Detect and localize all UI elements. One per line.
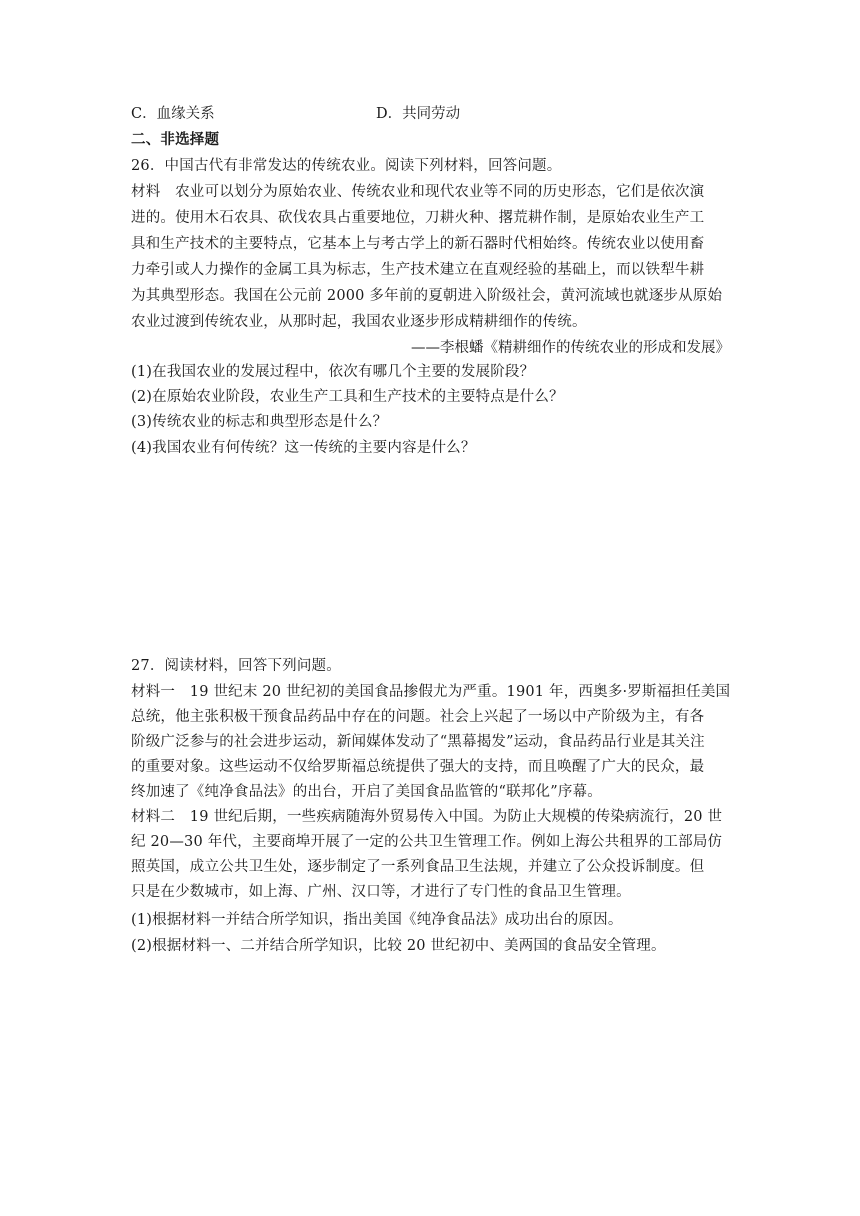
q26-question-3: (3)传统农业的标志和典型形态是什么？ [131, 414, 388, 430]
q27-material-line: 终加速了《纯净食品法》的出台，开启了美国食品监管的“联邦化”序幕。 [131, 784, 602, 800]
q26-material-line: 农业过渡到传统农业，从那时起，我国农业逐步形成精耕细作的传统。 [131, 314, 587, 330]
q27-question-1: (1)根据材料一并结合所学知识，指出美国《纯净食品法》成功出台的原因。 [131, 912, 623, 928]
q27-question-2: (2)根据材料一、二并结合所学知识，比较 20 世纪初中、美两国的食品安全管理。 [131, 938, 666, 954]
q27-material-line: 照英国，成立公共卫生处，逐步制定了一系列食品卫生法规，并建立了公众投诉制度。但 [131, 859, 705, 875]
q27-stem: 27．阅读材料，回答下列问题。 [131, 658, 341, 674]
option-d: D．共同劳动 [376, 106, 461, 122]
q27-material-line: 只是在少数城市，如上海、广州、汉口等，才进行了专门性的食品卫生管理。 [131, 884, 631, 900]
option-c: C．血缘关系 [131, 106, 215, 122]
q27-material-line: 纪 20—30 年代，主要商埠开展了一定的公共卫生管理工作。例如上海公共租界的工部局仿 [131, 834, 723, 850]
q27-material-line: 总统，他主张积极干预食品药品中存在的问题。社会上兴起了一场以中产阶级为主，有各 [131, 709, 705, 725]
q26-attribution: ——李根蟠《精耕细作的传统农业的形成和发展》 [411, 340, 730, 356]
q27-material-line: 的重要对象。这些运动不仅给罗斯福总统提供了强大的支持，而且唤醒了广大的民众，最 [131, 759, 705, 775]
q26-material-line: 为其典型形态。我国在公元前 2000 多年前的夏朝进入阶级社会，黄河流域也就逐步从原始 [131, 288, 723, 304]
q27-material-line: 材料二 19 世纪后期，一些疾病随海外贸易传入中国。为防止大规模的传染病流行，20 世 [131, 809, 723, 825]
q27-material-line: 材料一 19 世纪末 20 世纪初的美国食品掺假尤为严重。1901 年，西奥多·罗斯福担任美国 [131, 684, 731, 700]
q26-stem: 26．中国古代有非常发达的传统农业。阅读下列材料，回答问题。 [131, 158, 562, 174]
q26-question-1: (1)在我国农业的发展过程中，依次有哪几个主要的发展阶段？ [131, 364, 535, 380]
q27-material-line: 阶级广泛参与的社会进步运动，新闻媒体发动了“黑幕揭发”运动，食品药品行业是其关注 [131, 734, 705, 750]
section-heading: 二、非选择题 [131, 131, 220, 148]
q26-material-line: 力牵引或人力操作的金属工具为标志，生产技术建立在直观经验的基础上，而以铁犁牛耕 [131, 262, 705, 278]
q26-material-line: 具和生产技术的主要特点，它基本上与考古学上的新石器时代相始终。传统农业以使用畜 [131, 236, 705, 252]
q26-question-4: (4)我国农业有何传统？这一传统的主要内容是什么？ [131, 440, 476, 456]
q26-question-2: (2)在原始农业阶段，农业生产工具和生产技术的主要特点是什么？ [131, 389, 564, 405]
q26-material-line: 进的。使用木石农具、砍伐农具占重要地位，刀耕火种、撂荒耕作制，是原始农业生产工 [131, 210, 705, 226]
q26-material-line: 材料 农业可以划分为原始农业、传统农业和现代农业等不同的历史形态，它们是依次演 [131, 184, 705, 200]
